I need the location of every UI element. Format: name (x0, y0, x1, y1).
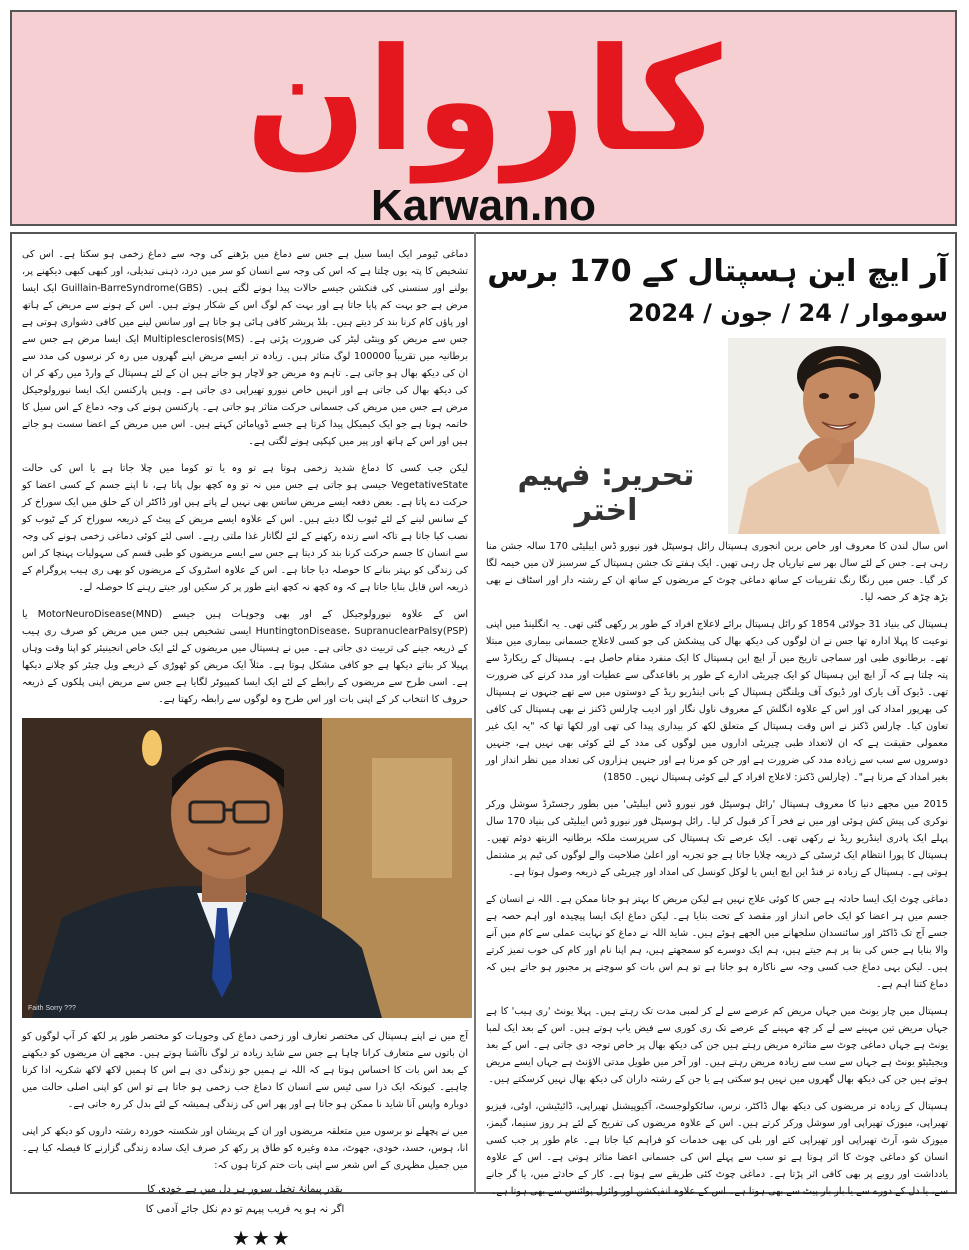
right-paragraph-4: دماغی چوٹ ایک ایسا حادثہ ہے جس کا کوئی علاج نہیں ہے لیکن مریض کا بہتر ہو جانا ممکن ہے۔ اللہ نے انسان کے جسم میں ہر اعضا کو ایک خاص انداز اور مقصد کے تحت بنایا ہے۔ لیکن دماغ ایک ایسا پیچیدہ اور اہم حصہ ہے جسے آج تک ڈاکٹر اور سائنسدان سلجھانے میں الجھے ہوئے ہیں۔ شاید اللہ نے دماغ کو نہایت عملی سے کام میں آنے والا بنایا ہے جس کی بنا پر ہم جیتے ہیں، ہم ایک دوسرے کو سمجھتے ہیں، ہم اپنا نام اور کام کی خوب تمیز کرتے ہیں۔ لیکن یہی دماغ جب کسی وجہ سے ناکارہ ہو جاتا ہے تو ہم اس بات کو سوچنے پر مجبور ہو جاتے ہیں کہ دماغ کتنا اہم ہے۔ (486, 894, 948, 990)
right-paragraph-5: ہسپتال میں چار یونٹ میں جہاں مریض کم عرصے سے لے کر لمبی مدت تک رہتے ہیں۔ پہلا یونٹ 'ری ہیب' کا ہے جہاں مریض تین مہینے سے لے کر چھ مہینے کے عرصے تک ری کوری سے فیض یاب ہوتے ہیں۔ اس کے بعد ایک لمبا یونٹ ہے جہاں دماغی چوٹ سے متاثرہ مریض رہتے ہیں جن کی دیکھ بھال پر خاص توجہ دی جاتی ہے۔ اس کے بعد ویجیٹیٹو یونٹ ہے جہاں سے سب سے زیادہ مریض رہتے ہیں۔ اور آخر میں طویل مدتی الاؤنٹ ہے جہاں ایسے مریض ہوتے ہیں جن کی دیکھ بھال گھروں میں نہیں ہو سکتی ہے یا جن کے رشتہ داران کی دیکھ بھال نہیں کرسکتے ہیں۔ (486, 1006, 948, 1085)
right-paragraph-1: اس سال لندن کا معروف اور خاص برین انجوری ہسپتال رائل ہوسپٹل فور نیورو ڈس ایبلیٹی 170 سالہ جشن منا رہی ہے۔ جس کے لئے سال بھر سے تیاریاں چل رہی تھیں۔ ایک ہفتے تک جشن ہسپتال کے سرسبز لان میں خیمہ لگا کر گیا۔ جس میں رنگا رنگ تقریبات کے ساتھ دماغی چوٹ کے مریضوں کے ساتھ ان کے رشتہ دار اور اسٹاف نے بھی بڑھ چڑھ کر حصہ لیا۔ (486, 541, 948, 603)
author-photo-illustration (728, 338, 946, 534)
left-paragraph-4: آج میں نے اپنے ہسپتال کی مختصر تعارف اور زخمی دماغ کی وجوہات کو مختصر طور پر لکھ کر آپ لوگوں کو ان باتوں سے متعارف کرانا چاہا ہے جس سے شاید زیادہ تر لوگ ناآشنا ہوتے ہیں۔ مجھے ان مریضوں کو دیکھنے کے بعد اس بات کا احساس ہوتا ہے کہ اللہ نے ہمیں جو زندگی دی ہے اس کا ہمیں لاکھ لاکھ شکریہ ادا کرنا چاہیے۔ کیونکہ ایک ذرا سی ٹیس سے انسان کا دماغ جب زخمی ہو جاتا ہے تو اس کو اپنی اصلی حالت میں دوبارہ واپس آنا شاید نا ممکن ہو جاتا ہے اور پھر اس کی زندگی ہمیشہ کے لئے بدل کر رہ جاتی ہے۔ (22, 1031, 468, 1110)
article-headline: آر ایچ این ہسپتال کے 170 برس (487, 254, 948, 289)
left-paragraph-1: دماغی ٹیومر ایک ایسا سیل ہے جس سے دماغ میں بڑھنے کی وجہ سے دماغ زخمی ہو سکتا ہے۔ اس کی تشخیص کا پتہ یوں چلتا ہے کہ اس کی وجہ سے انسان کو سر میں درد، ذہنی تبدیلی، اور کبھی کبھی دیکھنے پر، بولنے اور سنسنی کی فنکشن جیسے حالات پیدا ہونے لگتے ہیں۔ Guillain-BarreSyndrome(GBS) ایک ایسا مرض ہے جو بہت کم پایا جاتا ہے اور بہت کم لوگ اس کے شکار ہوتے ہیں۔ اس کے ہونے سے مریض کے ہاتھ اور پاؤں کام کرنا بند کر دیتے ہیں۔ بلڈ پریشر کافی ہائی ہو جاتا ہے اور سانس لینے میں کافی دشواری ہوتی ہے جس سے مریض کو وینٹی لیٹر کی ضرورت پڑتی ہے۔ Multiplesclerosis(MS) ایک ایسا مرض ہے جس سے برطانیہ میں تقریباً 100000 لوگ متاثر ہیں۔ زیادہ تر ایسے مریض اپنے گھروں میں رہ کر نرسوں کی مدد سے ان کی دیکھ بھال ہو جاتی ہے۔ تاہم وہ مریض جو لاچار ہو جاتے ہیں ان کے لئے ہسپتال کے وارڈ میں رکھ کر ان کی دیکھ بھال کی جاتی ہے اور انہیں خاص نیورو تھیراپی دی جاتی ہے۔ وہیں پارکنسن ایک ایسا نیورولوجیکل مرض ہے جس میں مریض کی جسمانی حرکت متاثر ہو جاتی ہے۔ پارکنسن ہونے کی وجہ دماغ کے اس سیل کا خاتمہ ہونا ہے جو ایک کیمیکل پیدا کرتا ہے جسے ڈوپامائن کہتے ہیں۔ اس میں مریض کے اعضا سست ہو جاتے ہیں اور اس کے ہاتھ اور پیر میں کپکپی ہونے لگتی ہے۔ (22, 249, 469, 447)
author-area (486, 338, 948, 538)
poem-line-2: اگر نہ ہو یہ فریب پیہم تو دم نکل جائے آدمی کا (145, 1204, 345, 1215)
logo-urdu: کاروان (245, 18, 722, 183)
logo-latin: Karwan.no (371, 181, 596, 230)
left-paragraph-3: اس کے علاوہ نیورولوجیکل کے اور بھی وجوہات ہیں جیسے MotorNeuroDisease(MND) یا HuntingtonDisease، SupranuclearPalsy(PSP) ایسی تشخیص ہیں جس میں مریض کو صرف ری ہیب کے ذریعہ جینے کی تربیت دی جاتی ہے۔ میں نے ہسپتال میں مریضوں کے لئے ایک خاص انجینیئر کو اپنا وقت وہاں پہیلا کر بناتے دیکھا ہے جو کافی مشکل ہوتا ہے۔ مثلاً ایک مریض کو ٹھوڑی کے ذریعے ویل چیئر کو چلانے دیکھا ہے۔ اسی طرح سے مریضوں کے رابطے کے لئے ایک ایسا کمپیوٹر لگایا ہے جس سے مریض اپنی پلکوں کے ذریعہ حروف کا انتخاب کر کے اپنی بات اور اس طرح وہ لوگوں سے رابطہ رکھتا ہے۔ (22, 609, 468, 705)
author-photo (728, 338, 946, 534)
author-photo-2 (22, 718, 472, 1018)
author-photo-2-illustration (22, 718, 472, 1018)
right-paragraph-6: ہسپتال کے زیادہ تر مریضوں کی دیکھ بھال ڈاکٹر، نرس، سائکولوجسٹ، آکیوپیشنل تھیراپی، ڈائیٹیشن، اوٹی، فیزیو تھیراپی، میوزک تھیراپی اور سوشل ورکر کرتے ہیں۔ اس کے علاوہ مریضوں کی تفریح کے لئے ہر روز سنیما، گیمز، میوزک شو، آرٹ تھیراپی اور تھیراپی کتے اور بلی کی بھی خدمات کو فراہم کیا جاتا ہے۔ عام طور پر جب کسی انسان کو دماغی چوٹ کا اثر ہوتا ہے تو سب سے پہلے اس کی جسمانی اعضا متاثر ہوتی ہے۔ اس کے علاوہ یادداشت اور رویے پر بھی کافی اثر پڑتا ہے۔ دماغی چوٹ کئی طریقے سے ہوتا ہے۔ کار کے حادثے میں، یا گر جانے سے، یا دل کے دورے سے یا بار بار پیٹ سے بھی ہوتا ہے۔ اس کے علاوہ انفیکشن اور وائرل پوائنس سے بھی ہوتا ہے۔ (486, 1101, 948, 1197)
column-divider (474, 232, 476, 1194)
right-paragraph-3: 2015 میں مجھے دنیا کا معروف ہسپتال 'رائل ہوسپٹل فور نیورو ڈس ایبلیٹی' میں بطور رجسٹرڈ سوشل ورکر نوکری کی پیش کش ہوئی اور میں نے فخر آ کر قبول کر لیا۔ رائل ہوسپٹل فور نیورو ڈس ایبلیٹی کی بنیاد 170 سال پہلے ایک پادری اینڈریو ریڈ نے رکھی تھی۔ ایک عرصے تک ہسپتال کی سرپرست ملکہ برطانیہ الزبتھ دوئم تھیں۔ ہسپتال کا پورا انتظام ایک ٹرسٹی کے ذریعہ چلایا جاتا ہے جو تجربہ اور اعلیٰ صلاحیت والے لوگوں کی ٹیم پر مشتمل ہوتی ہے۔ ہسپتال کے زیادہ تر فنڈ این ایچ ایس یا لوکل کونسل کی امداد اور چیریٹی کے ذریعہ وصول ہوتا ہے۔ (486, 799, 948, 878)
left-paragraph-5: میں نے پچھلے نو برسوں میں متعلقہ مریضوں اور ان کے پریشان اور شکستہ خوردہ رشتہ داروں کو دیکھ کر اپنی انا، ہوس، حسد، خودی، جھوٹ، مدہ وغیرہ کو طاق پر رکھ کر صرف ایک سادہ زندگی گزارنے کا فیصلہ کیا ہے۔ میں جمیل مظہری کے اس شعر سے اپنی بات ختم کرتا ہوں کہ: (22, 1126, 468, 1171)
right-paragraph-2: ہسپتال کی بنیاد 31 جولائی 1854 کو رائل ہسپتال برائے لاعلاج افراد کے طور پر رکھی گئی تھی۔ یہ انگلینڈ میں اپنی نوعیت کا پہلا ادارہ تھا جس نے ان لوگوں کی دیکھ بھال کی پیشکش کی جو کسی لاعلاج جسمانی بیماری میں مبتلا تھے۔ برطانوی طبی اور سماجی تاریخ میں آر ایچ این ہسپتال کا ایک منفرد مقام حاصل ہے۔ ہسپتال کے ریکارڈ سے پتہ چلتا ہے کہ آر ایچ این ہسپتال کو ایک چیریٹی ادارے کے طور پر باقاعدگی سے عطیات اور مدد کرنے کی ضرورت تھی۔ ڈیوک آف یارک اور ڈیوک آف ویلنگٹن ہسپتال کے بانی اینڈریو ریڈ کے دوستوں میں سے تھے جنہوں نے ہسپتال کی بھرپور امداد کی اور اس کے علاوہ انگلش کے معروف ناول نگار اور ادیب چارلس ڈکنز نے بھی ہسپتال کی کافی تعاون کیا۔ چارلس ڈکنز نے اس وقت ہسپتال کے متعلق لکھ کر بیداری پیدا کی تھی اور لکھا تھا کہ "یہ ایک غیر معمولی حقیقت ہے کہ ان لاتعداد طبی چیریٹی اداروں میں لوگوں کی مدد کے لئے کوئی بھی نہیں ہے، جنہیں دوسروں سے سب سے زیادہ مدد کی ضرورت ہے اور جن کو مرنا ہے اور جنہیں ہزاروں کی تعداد میں نظر انداز اور بغیر امداد کے مرنا ہے"۔ (چارلس ڈکنز: لاعلاج افراد کے لیے کوئی ہسپتال نہیں۔ 1850) (486, 619, 949, 783)
end-stars: ★★★ (232, 1226, 292, 1250)
masthead (10, 10, 957, 230)
right-column (486, 246, 948, 1210)
left-column (22, 246, 468, 1250)
poem-line-1: بقدر پیمانۂ تخیل سرور ہر دل میں ہے خودی کا (147, 1184, 343, 1195)
left-paragraph-2: لیکن جب کسی کا دماغ شدید زخمی ہوتا ہے تو وہ یا تو کوما میں چلا جاتا ہے یا اس کی حالت VegetativeState جیسی ہو جاتی ہے جس میں نہ تو وہ کچھ بول پاتا ہے، نا اپنے جسم کے کسی اعضا کو حرکت دے پاتا ہے۔ بعض دفعہ ایسے مریض سانس بھی نہیں لے پاتے ہیں اور ڈاکٹر ان کے حلق میں ایک سوراخ کر کے سانس لینے کے لئے ٹیوب لگا دیتے ہیں۔ اس کے علاوہ ایسے مریض کے پیٹ کے ذریعہ سوراخ کر کے ٹیوب کو نصب کیا جاتا ہے تاکہ اسے زندہ رکھنے کے لئے لگاتار غذا ملتی رہے۔ اسی لئے کوئی دماغی زخمی ہونے کی وجہ سے انسان کا جسم حرکت کرنا بند کر دیتا ہے جس سے ایسے مریضوں کو طبی قسم کی سہولیات پہنچا کر اس کی زندگی کو بہتر بنانے کا حوصلہ دیا جاتا ہے۔ اس کے علاوہ اسٹروک کے مریضوں کو بھی ری ہیب پروگرام کے ذریعہ اس قابل بنایا جاتا ہے کہ وہ کچھ نہ کچھ اپنے طور پر کر سکیں اور جیتے رہنے کا حوصلہ لے۔ (22, 463, 468, 593)
article-byline: تحریر: فہیم اختر (517, 458, 695, 528)
article-dateline: سوموار / 24 / جون / 2024 (627, 299, 948, 327)
photo-credit: Faith Sorry ??? (28, 1005, 76, 1012)
